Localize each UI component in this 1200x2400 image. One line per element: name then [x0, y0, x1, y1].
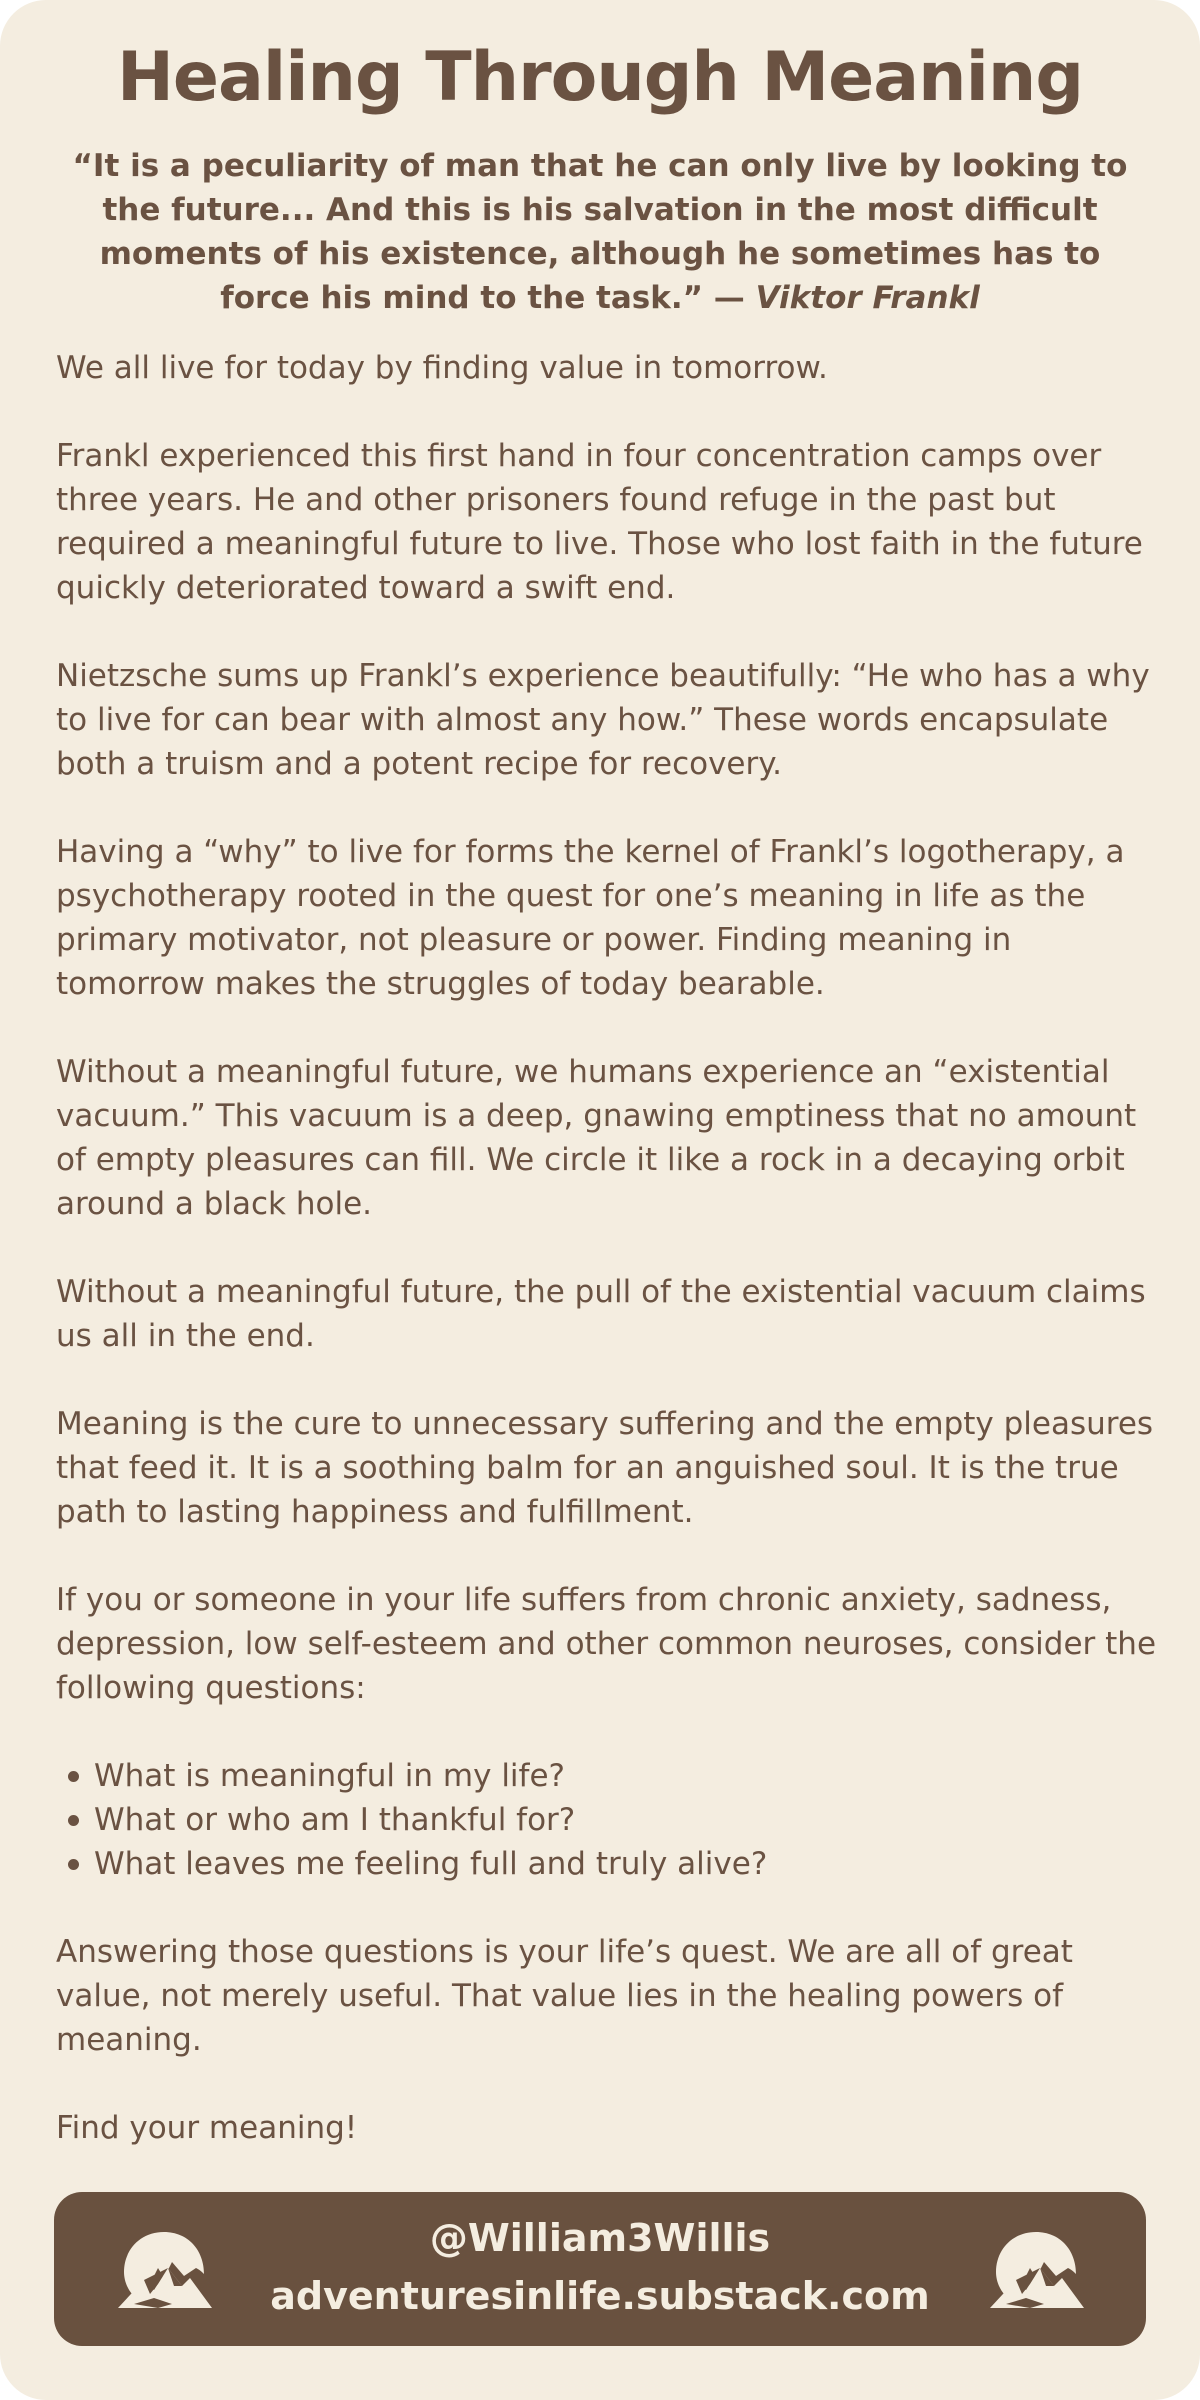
footer-banner	[54, 2192, 1146, 2346]
bullet-icon	[68, 1815, 79, 1826]
mountain-logo-icon	[986, 2228, 1086, 2312]
paragraph: Meaning is the cure to unnecessary suffering and the empty pleasures that feed it. It is a soothing balm for an anguished soul. It is the true path to lasting happiness and fulfillment.	[56, 1406, 1154, 1530]
page-title: Healing Through Meaning	[117, 38, 1083, 117]
questions-list	[56, 1754, 1156, 1886]
paragraph: Having a “why” to live for forms the kernel of Frankl’s logotherapy, a psychotherapy rooted in the quest for one’s meaning in life as the primary motivator, not pleasure or power. Finding meaning in tomorrow makes the struggles of today bearable.	[56, 834, 1125, 1002]
paragraph: Answering those questions is your life’s quest. We are all of great value, not merely useful. That value lies in the healing powers of meaning.	[56, 1934, 1073, 2058]
quote-author: Viktor Frankl	[755, 280, 980, 316]
bullet-icon	[68, 1771, 79, 1782]
question-text: What is meaningful in my life?	[94, 1758, 565, 1794]
paragraph: Without a meaningful future, the pull of the existential vacuum claims us all in the end.	[56, 1274, 1146, 1354]
quote-dash: —	[702, 280, 756, 316]
frankl-quote	[60, 144, 1140, 320]
paragraph: Without a meaningful future, we humans experience an “existential vacuum.” This vacuum is a deep, gnawing emptiness that no amount of empty pleasures can fill. We circle it like a rock in a decaying orbit around a black hole.	[56, 1054, 1137, 1222]
article-body	[56, 346, 1156, 2194]
list-item	[56, 1798, 1156, 1842]
closing-line: Find your meaning!	[56, 2110, 358, 2146]
paragraph: If you or someone in your life suffers from chronic anxiety, sadness, depression, low self-esteem and other common neuroses, consider the following questions:	[56, 1582, 1157, 1706]
question-text: What leaves me feeling full and truly alive?	[94, 1846, 768, 1882]
social-handle: @William3Willis	[429, 2216, 771, 2260]
list-item	[56, 1754, 1156, 1798]
paragraph: Nietzsche sums up Frankl’s experience beautifully: “He who has a why to live for can bear with almost any how.” These words encapsulate both a truism and a potent recipe for recovery.	[56, 658, 1150, 782]
bullet-icon	[68, 1859, 79, 1870]
quote-text: “It is a peculiarity of man that he can only live by looking to the future... And this is his salvation in the most difficult moments of his existence, although he sometimes has to force his mind to the task.”	[72, 148, 1128, 316]
question-text: What or who am I thankful for?	[94, 1802, 576, 1838]
list-item	[56, 1842, 1156, 1886]
paragraph: Frankl experienced this first hand in four concentration camps over three years. He and other prisoners found refuge in the past but required a meaningful future to live. Those who lost faith in the future quickly deteriorated toward a swift end.	[56, 438, 1143, 606]
website-url: adventuresinlife.substack.com	[270, 2274, 930, 2318]
paragraph: We all live for today by finding value in tomorrow.	[56, 350, 828, 386]
